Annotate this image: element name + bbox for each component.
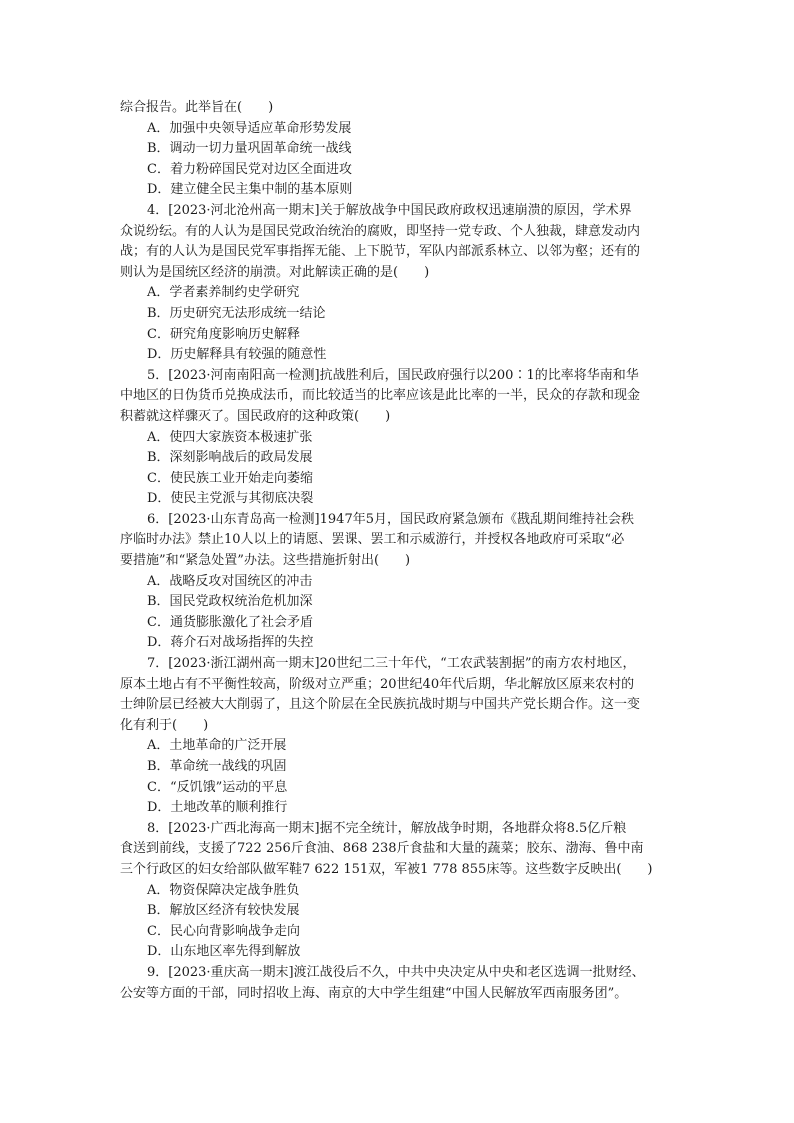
option-a: A．物资保障决定战争胜负 [147,882,300,898]
option-a: A．战略反攻对国统区的冲击 [147,573,313,589]
option-c: C．着力粉碎国民党对边区全面进攻 [147,161,352,177]
option-d: D．土地改革的顺利推行 [147,800,288,816]
option-d: D．山东地区率先得到解放 [147,944,301,960]
question-stem-line: 9．[2023·重庆高一期末]渡江战役后不久，中共中央决定从中央和老区选调一批财经、 [147,964,645,980]
question-stem-line: 食送到前线，支援了722 256斤食油、868 238斤食盐和大量的蔬菜；胶东、渤海、鲁中南 [120,841,644,857]
question-stem-line: 士绅阶层已经被大大削弱了，且这个阶层在全民族抗战时期与中国共产党长期合作。这一变 [120,697,641,713]
option-b: B．历史研究无法形成统一结论 [147,305,326,321]
question-stem-line: 8．[2023·广西北海高一期末]据不完全统计，解放战争时期，各地群众将8.5亿斤粮 [147,820,627,836]
option-c: C．民心向背影响战争走向 [147,923,300,939]
question-stem-line: 综合报告。此举旨在( ) [120,100,274,115]
question-8 [120,819,680,963]
question-stem-line: 原本土地占有不平衡性较高，阶级对立严重；20世纪40年代后期，华北解放区原来农村的 [120,676,635,692]
question-stem-line: 序临时办法》禁止10人以上的请愿、罢课、罢工和示威游行，并授权各地政府可采取“必 [120,532,625,548]
question-stem-line: 则认为是国统区经济的崩溃。对此解读正确的是( ) [120,264,430,280]
question-stem-line: 三个行政区的妇女给部队做军鞋7 622 151双，军被1 778 855床等。这些数字反映出( ) [120,861,653,877]
question-4 [120,201,680,366]
question-7 [120,654,680,819]
question-6 [120,510,680,654]
option-a: A．加强中央领导适应革命形势发展 [147,120,352,136]
question-stem-line: 化有利于( ) [120,717,209,733]
option-d: D．建立健全民主集中制的基本原则 [147,182,353,198]
option-b: B．解放区经济有较快发展 [147,903,300,919]
questions-container [120,98,680,1004]
option-a: A．学者素养制约史学研究 [147,285,300,301]
question-stem-line: 中地区的日伪货币兑换成法币，而比较适当的比率应该是此比率的一半，民众的存款和现金 [120,388,641,404]
question-9 [120,963,680,1004]
option-c: C．通货膨胀激化了社会矛盾 [147,614,313,630]
question-stem-line: 积蓄就这样骤灭了。国民政府的这种政策( ) [120,408,391,424]
option-b: B．革命统一战线的巩固 [147,759,287,774]
option-a: A．土地革命的广泛开展 [147,738,287,754]
option-d: D．历史解释具有较强的随意性 [147,347,327,363]
question-5 [120,366,680,510]
question-stem-line: 4．[2023·河北沧州高一期末]关于解放战争中国民政府政权迅速崩溃的原因，学术界 [147,202,632,218]
question-stem-line: 战；有的人认为是国民党军事指挥无能、上下脱节，军队内部派系林立、以邻为壑；还有的 [120,244,641,260]
option-c: C．研究角度影响历史解释 [147,326,300,342]
option-a: A．使四大家族资本极速扩张 [147,429,313,445]
option-d: D．蒋介石对战场指挥的失控 [147,635,314,651]
question-stem-line: 公安等方面的干部，同时招收上海、南京的大中学生组建“中国人民解放军西南服务团”。 [120,985,628,1001]
option-b: B．深刻影响战后的政局发展 [147,450,313,466]
question-stem-line: 7．[2023·浙江湖州高一期末]20世纪二三十年代，“工农武装割据”的南方农村地区， [147,656,636,672]
question-stem-line: 5．[2023·河南南阳高一检测]抗战胜利后，国民政府强行以200∶1的比率将华南和华 [147,367,639,383]
question-stem-line: 要措施”和“紧急处置”办法。这些措施折射出( ) [120,553,411,569]
option-b: B．调动一切力量巩固革命统一战线 [147,141,352,157]
option-c: C．使民族工业开始走向萎缩 [147,470,313,486]
question-3 [120,98,680,201]
question-stem-line: 6．[2023·山东青岛高一检测]1947年5月，国民政府紧急颁布《戡乱期间维持社会秩 [147,511,634,527]
question-stem-line: 众说纷纭。有的人认为是国民党政治统治的腐败，即坚持一党专政、个人独裁，肆意发动内 [120,223,641,239]
option-c: C．“反饥饿”运动的平息 [147,779,288,795]
option-d: D．使民主党派与其彻底决裂 [147,491,314,507]
option-b: B．国民党政权统治危机加深 [147,594,313,610]
